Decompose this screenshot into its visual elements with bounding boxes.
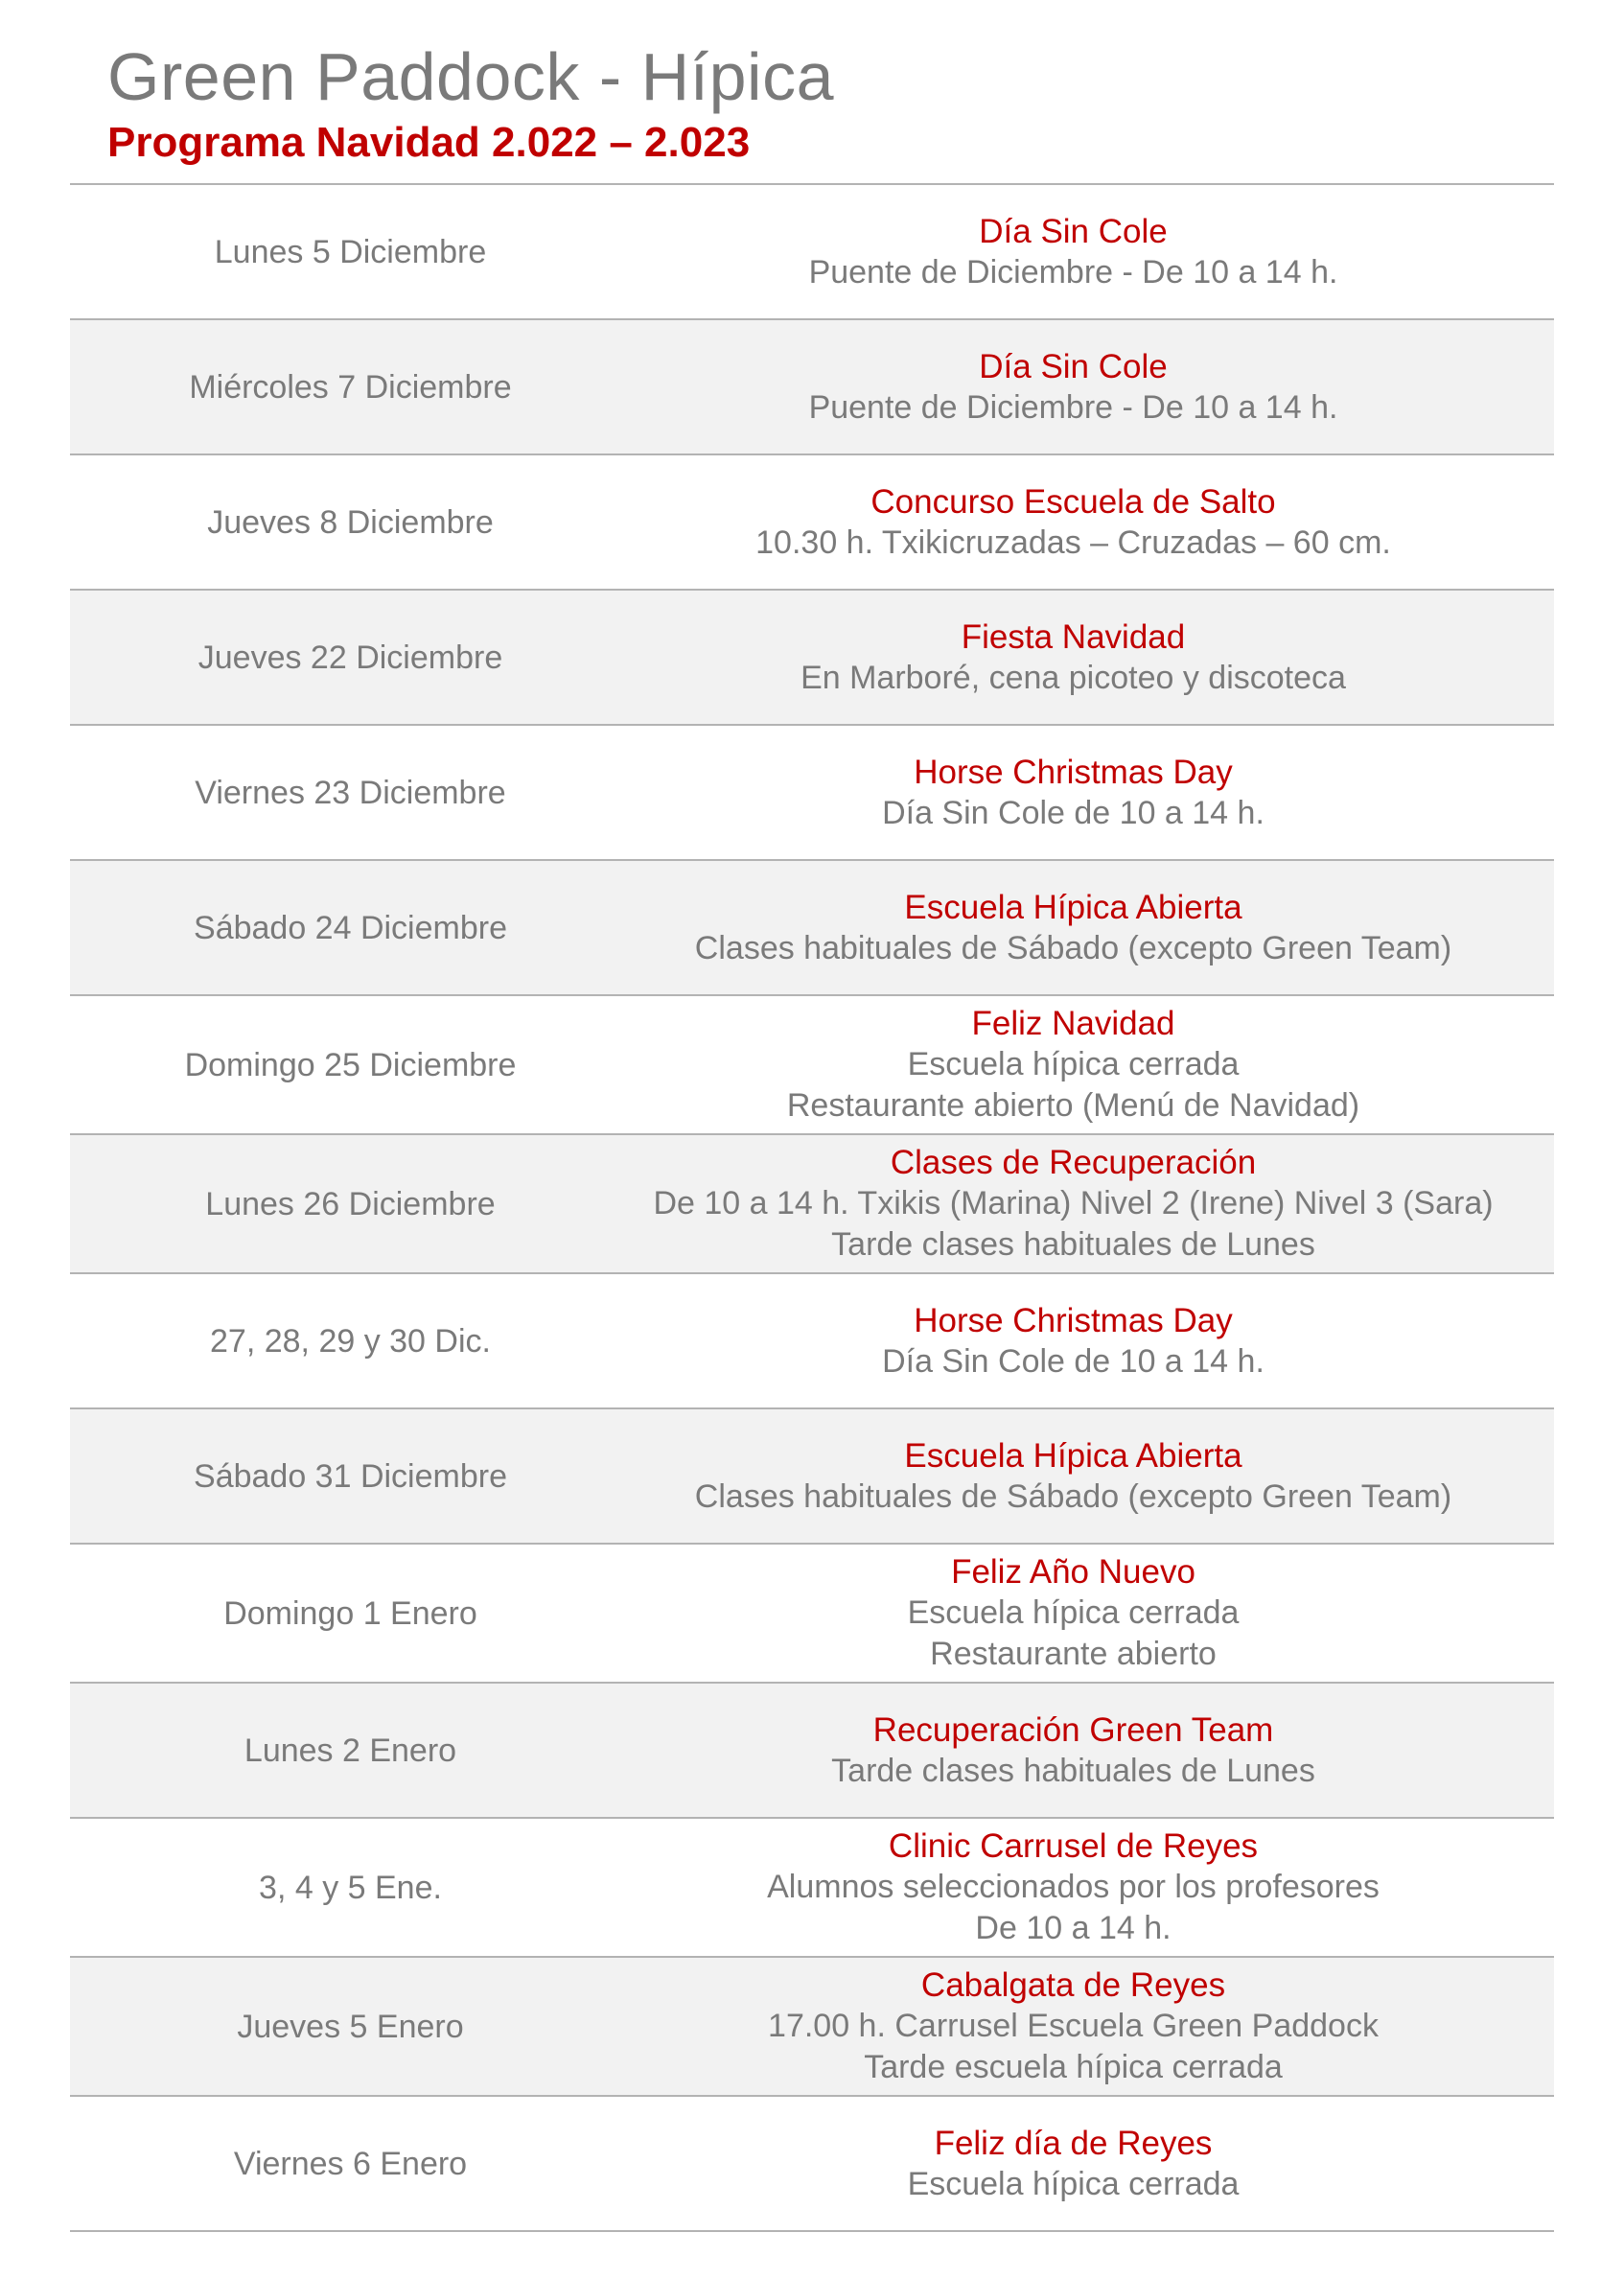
schedule-row <box>70 2097 1554 2232</box>
row-event <box>631 1826 1554 1949</box>
event-title: Recuperación Green Team <box>872 1710 1274 1749</box>
event-detail: Clases habituales de Sábado (excepto Green Team) <box>694 1477 1452 1515</box>
row-event <box>631 752 1554 834</box>
event-title: Escuela Hípica Abierta <box>904 888 1242 926</box>
event-title: Día Sin Cole <box>979 212 1168 250</box>
row-date: Sábado 24 Diciembre <box>194 909 507 946</box>
row-date: 27, 28, 29 y 30 Dic. <box>210 1322 491 1360</box>
schedule-row <box>70 726 1554 861</box>
event-detail: Restaurante abierto <box>930 1636 1217 1672</box>
row-date: Domingo 1 Enero <box>223 1594 477 1632</box>
schedule-row <box>70 320 1554 455</box>
schedule-row <box>70 591 1554 726</box>
schedule-row <box>70 1958 1554 2097</box>
event-detail: 17.00 h. Carrusel Escuela Green Paddock <box>768 2008 1379 2044</box>
row-event <box>631 887 1554 969</box>
event-detail: De 10 a 14 h. Txikis (Marina) Nivel 2 (Irene) Nivel 3 (Sara) <box>653 1185 1494 1221</box>
row-date: Lunes 26 Diciembre <box>205 1185 496 1222</box>
row-event <box>631 1142 1554 1266</box>
schedule-row <box>70 1135 1554 1274</box>
event-detail: Escuela hípica cerrada <box>907 1046 1240 1082</box>
event-detail: Tarde escuela hípica cerrada <box>864 2049 1283 2085</box>
schedule-row <box>70 1409 1554 1545</box>
event-detail: Tarde clases habituales de Lunes <box>831 1752 1315 1789</box>
row-event <box>631 1551 1554 1675</box>
event-title: Feliz Navidad <box>971 1005 1175 1042</box>
schedule-row <box>70 861 1554 996</box>
row-date: Lunes 5 Diciembre <box>214 233 487 270</box>
event-detail: Alumnos seleccionados por los profesores <box>767 1869 1380 1905</box>
event-detail: Día Sin Cole de 10 a 14 h. <box>882 1342 1264 1380</box>
event-detail: 10.30 h. Txikicruzadas – Cruzadas – 60 cm. <box>755 523 1391 561</box>
document-header <box>107 36 1526 169</box>
schedule-table <box>70 183 1554 2232</box>
row-event <box>631 481 1554 564</box>
event-detail: Puente de Diciembre - De 10 a 14 h. <box>808 388 1338 426</box>
event-title: Feliz día de Reyes <box>934 2124 1213 2162</box>
page-subtitle: Programa Navidad 2.022 – 2.023 <box>107 119 751 166</box>
row-event <box>631 2123 1554 2205</box>
schedule-row <box>70 1274 1554 1409</box>
schedule-row <box>70 185 1554 320</box>
event-detail: Día Sin Cole de 10 a 14 h. <box>882 794 1264 831</box>
row-date: Sábado 31 Diciembre <box>194 1457 507 1495</box>
event-title: Clinic Carrusel de Reyes <box>888 1827 1259 1865</box>
row-event <box>631 616 1554 699</box>
row-event <box>631 1435 1554 1518</box>
row-date: Jueves 8 Diciembre <box>207 503 494 541</box>
row-date: Lunes 2 Enero <box>244 1732 457 1769</box>
schedule-row <box>70 455 1554 591</box>
schedule-row <box>70 1545 1554 1684</box>
event-title: Horse Christmas Day <box>914 753 1233 791</box>
event-title: Escuela Hípica Abierta <box>904 1436 1242 1475</box>
schedule-row <box>70 1819 1554 1958</box>
row-date: Domingo 25 Diciembre <box>184 1046 517 1083</box>
schedule-row <box>70 1684 1554 1819</box>
event-title: Cabalgata de Reyes <box>920 1966 1226 2004</box>
event-title: Concurso Escuela de Salto <box>870 482 1276 521</box>
row-date: Viernes 23 Diciembre <box>195 774 506 811</box>
row-event <box>631 1300 1554 1383</box>
row-date: Jueves 5 Enero <box>237 2008 464 2045</box>
event-detail: Tarde clases habituales de Lunes <box>831 1226 1315 1263</box>
row-date: Viernes 6 Enero <box>233 2145 468 2182</box>
event-title: Horse Christmas Day <box>914 1301 1233 1339</box>
event-detail: Escuela hípica cerrada <box>907 2165 1240 2202</box>
row-event <box>631 211 1554 293</box>
row-date: 3, 4 y 5 Ene. <box>259 1869 442 1906</box>
row-event <box>631 1003 1554 1127</box>
event-detail: En Marboré, cena picoteo y discoteca <box>800 659 1346 696</box>
event-title: Feliz Año Nuevo <box>951 1553 1195 1591</box>
row-event <box>631 1965 1554 2088</box>
row-event <box>631 346 1554 429</box>
event-detail: De 10 a 14 h. <box>975 1910 1172 1946</box>
page-title: Green Paddock - Hípica <box>107 39 835 114</box>
event-title: Fiesta Navidad <box>961 617 1186 656</box>
row-date: Jueves 22 Diciembre <box>197 639 503 676</box>
row-date: Miércoles 7 Diciembre <box>189 368 512 406</box>
event-title: Día Sin Cole <box>979 347 1168 385</box>
schedule-row <box>70 996 1554 1135</box>
event-detail: Puente de Diciembre - De 10 a 14 h. <box>808 253 1338 291</box>
row-event <box>631 1709 1554 1792</box>
event-detail: Escuela hípica cerrada <box>907 1594 1240 1631</box>
event-title: Clases de Recuperación <box>890 1144 1257 1181</box>
event-detail: Restaurante abierto (Menú de Navidad) <box>786 1087 1360 1124</box>
event-detail: Clases habituales de Sábado (excepto Green Team) <box>694 929 1452 966</box>
